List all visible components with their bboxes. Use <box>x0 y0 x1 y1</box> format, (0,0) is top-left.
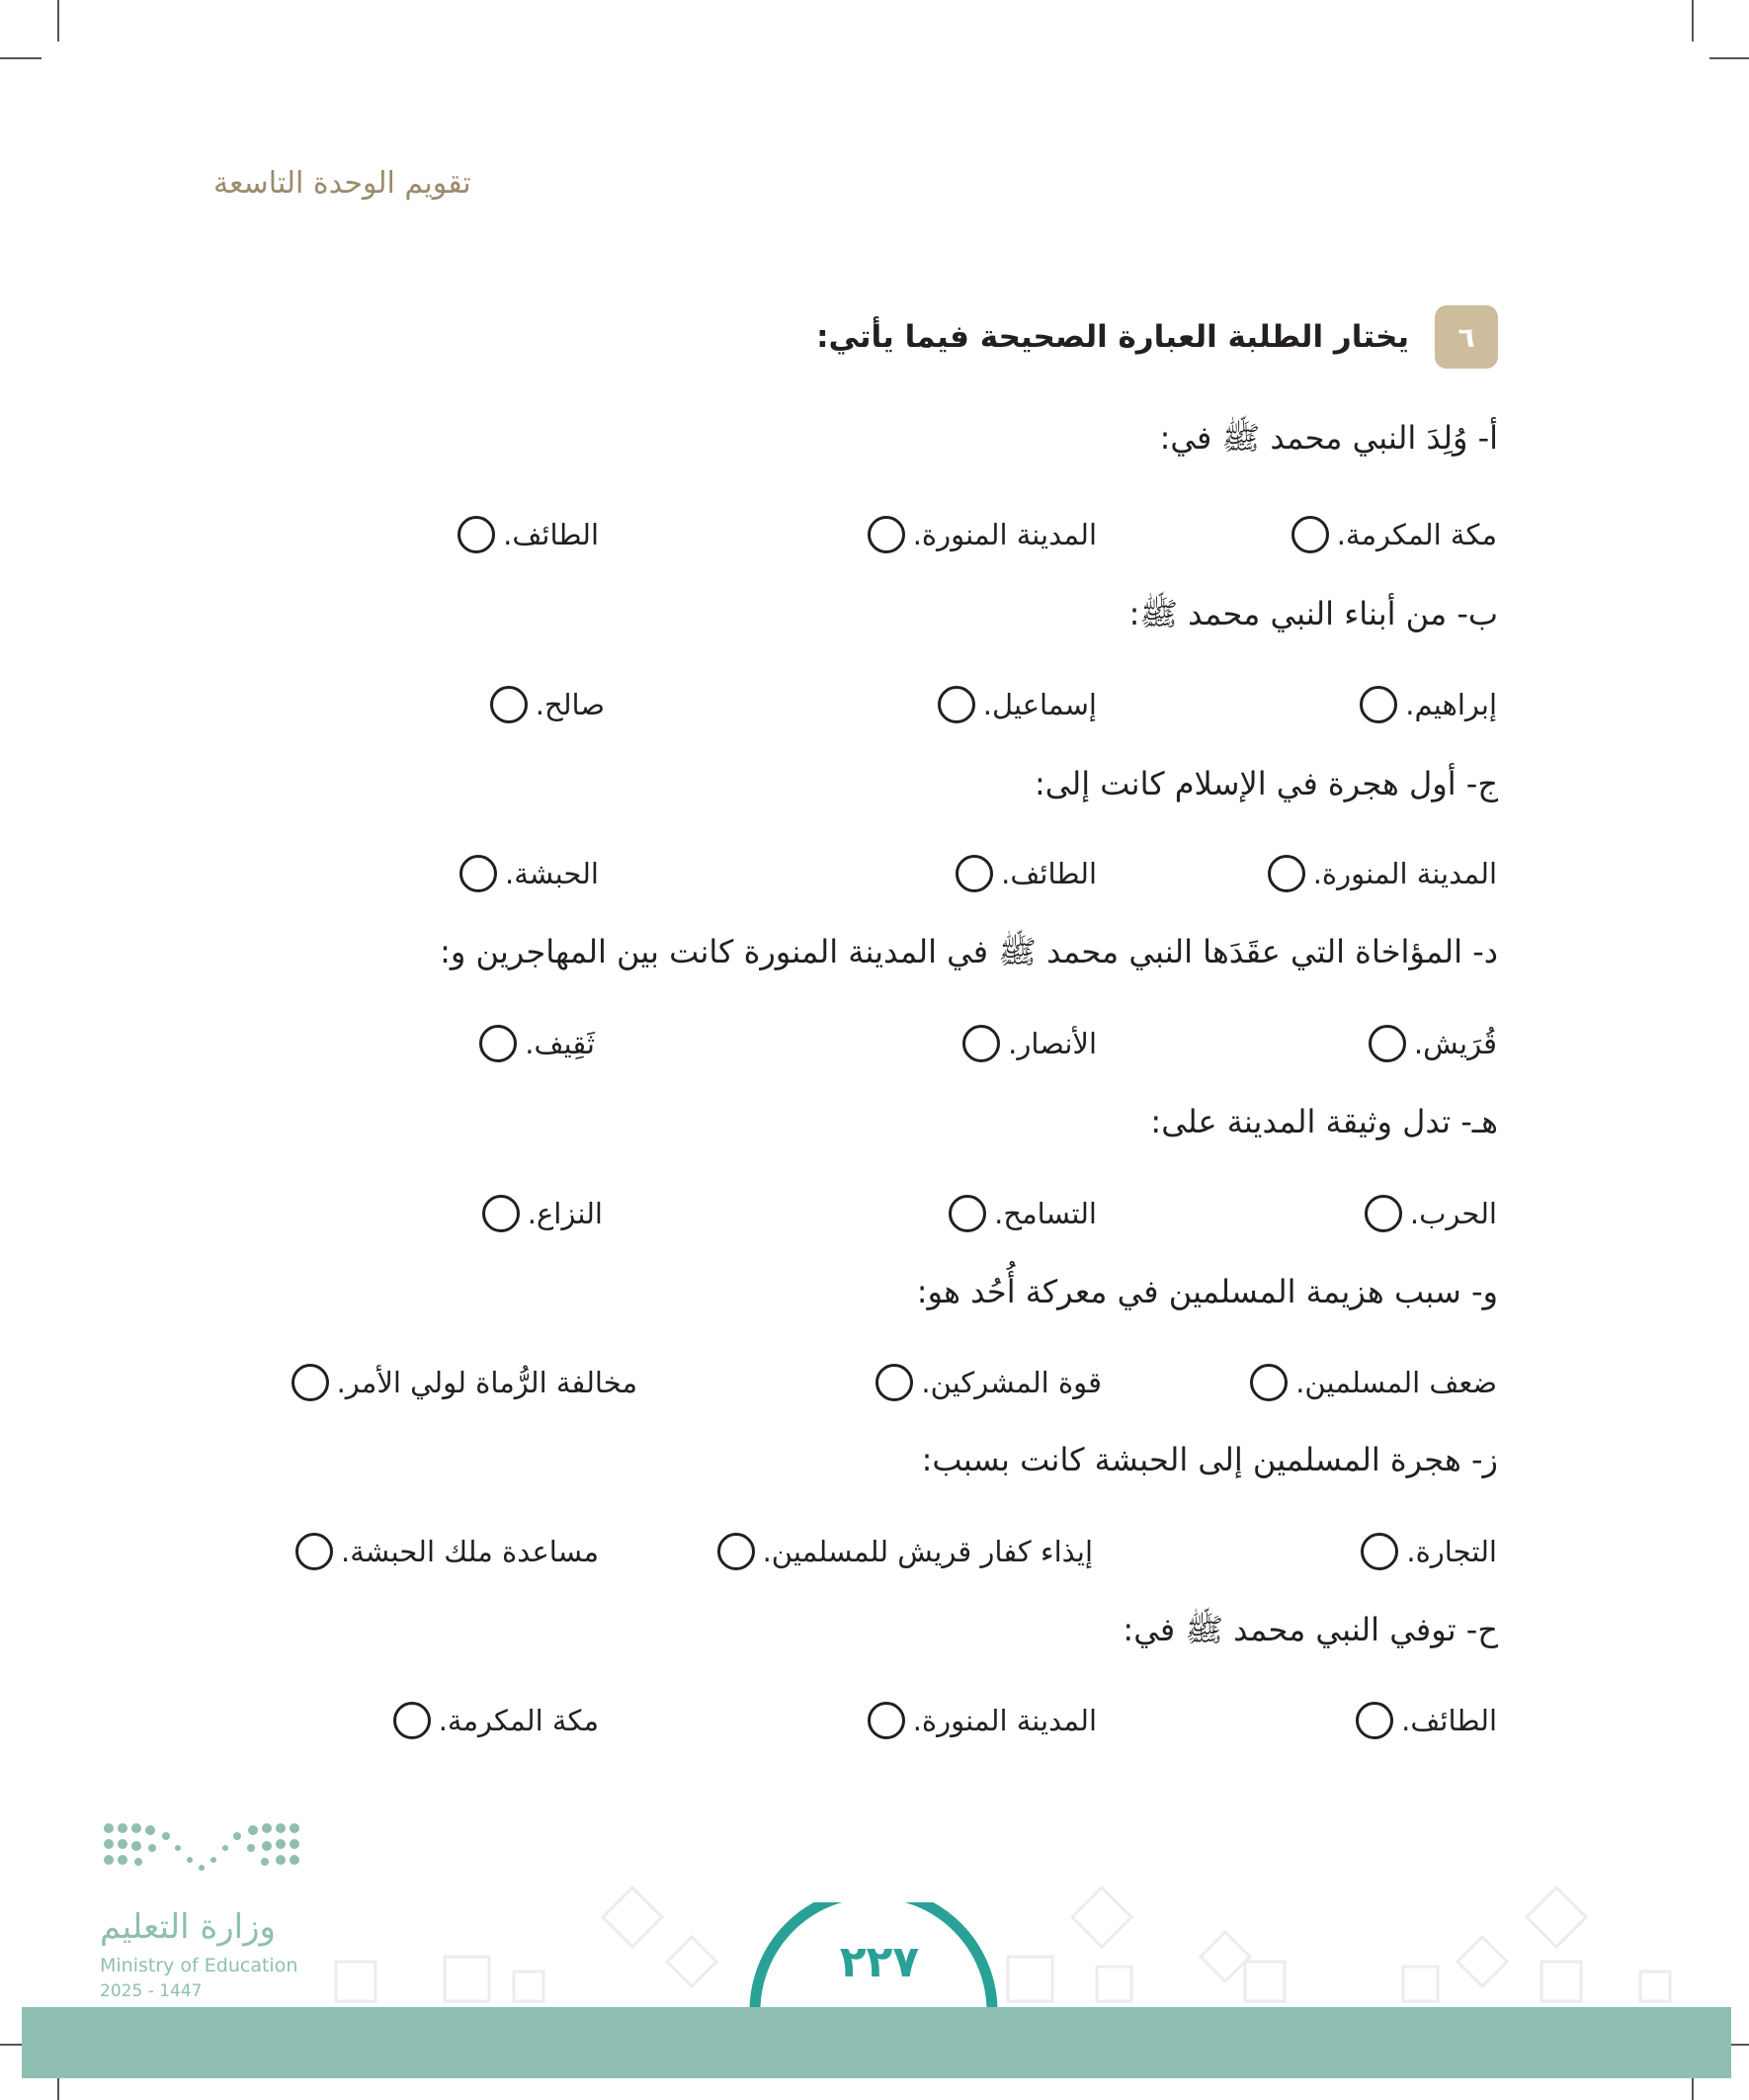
option-label: النزاع. <box>527 1197 603 1230</box>
crop-mark <box>0 57 42 59</box>
option-label: المدينة المنورة. <box>1312 857 1497 890</box>
option[interactable] <box>458 513 599 556</box>
option[interactable] <box>1356 1699 1497 1742</box>
option[interactable] <box>1268 852 1497 895</box>
question-instruction: يختار الطلبة العبارة الصحيحة فيما يأتي: <box>816 319 1409 355</box>
option[interactable] <box>1291 513 1497 556</box>
option[interactable] <box>1365 1192 1497 1235</box>
running-head: تقويم الوحدة التاسعة <box>213 166 471 201</box>
option[interactable] <box>956 852 1097 895</box>
option[interactable] <box>1360 683 1497 726</box>
option[interactable] <box>459 852 599 895</box>
radio-button[interactable] <box>1356 1702 1393 1739</box>
item-stem: ز- هجرة المسلمين إلى الحبشة كانت بسبب: <box>921 1441 1498 1478</box>
option-label: إيذاء كفار قريش للمسلمين. <box>762 1535 1093 1568</box>
radio-button[interactable] <box>949 1195 986 1232</box>
radio-button[interactable] <box>1268 855 1305 892</box>
radio-button[interactable] <box>1360 686 1397 723</box>
radio-button[interactable] <box>295 1533 333 1570</box>
option[interactable] <box>1369 1022 1497 1065</box>
option[interactable] <box>479 1022 595 1065</box>
page-number: ٢٢٧ <box>839 1937 920 1987</box>
option[interactable] <box>393 1699 599 1742</box>
item-stem: هـ- تدل وثيقة المدينة على: <box>1150 1103 1498 1140</box>
option[interactable] <box>490 683 605 726</box>
radio-button[interactable] <box>938 686 975 723</box>
option-label: الأنصار. <box>1008 1027 1097 1060</box>
option[interactable] <box>949 1192 1097 1235</box>
option[interactable] <box>1250 1361 1497 1404</box>
radio-button[interactable] <box>1369 1025 1406 1062</box>
option[interactable] <box>717 1530 1093 1573</box>
radio-button[interactable] <box>1361 1533 1398 1570</box>
radio-button[interactable] <box>1291 516 1329 553</box>
radio-button[interactable] <box>292 1364 329 1401</box>
option-label: قُرَيش. <box>1413 1027 1497 1060</box>
option-label: الحبشة. <box>504 857 599 890</box>
ministry-name-english: Ministry of Education <box>100 1955 298 1976</box>
option[interactable] <box>482 1192 603 1235</box>
option-label: التسامح. <box>994 1197 1097 1230</box>
crop-mark <box>57 0 59 42</box>
radio-button[interactable] <box>956 855 993 892</box>
question-header <box>816 305 1498 369</box>
item-stem: ج- أول هجرة في الإسلام كانت إلى: <box>1034 765 1498 802</box>
option-label: التجارة. <box>1406 1535 1497 1568</box>
radio-button[interactable] <box>1365 1195 1402 1232</box>
radio-button[interactable] <box>868 1702 905 1739</box>
edition-year: 2025 - 1447 <box>100 1981 203 2001</box>
ministry-name-arabic: وزارة التعليم <box>100 1907 276 1947</box>
radio-button[interactable] <box>868 516 905 553</box>
radio-button[interactable] <box>1250 1364 1288 1401</box>
option-label: مخالفة الرُّماة لولي الأمر. <box>336 1366 637 1399</box>
option-label: الحرب. <box>1409 1197 1497 1230</box>
radio-button[interactable] <box>490 686 528 723</box>
option[interactable] <box>938 683 1097 726</box>
option-label: مكة المكرمة. <box>438 1704 599 1737</box>
radio-button[interactable] <box>479 1025 517 1062</box>
option-label: إسماعيل. <box>982 688 1097 721</box>
radio-button[interactable] <box>962 1025 1000 1062</box>
footer-band <box>22 2007 1731 2078</box>
option-label: ضعف المسلمين. <box>1295 1366 1497 1399</box>
radio-button[interactable] <box>458 516 495 553</box>
crop-mark <box>1692 0 1694 42</box>
item-stem: د- المؤاخاة التي عقَدَها النبي محمد ﷺ في المدينة المنورة كانت بين المهاجرين و: <box>440 933 1498 970</box>
option-label: المدينة المنورة. <box>912 1704 1097 1737</box>
radio-button[interactable] <box>393 1702 431 1739</box>
option[interactable] <box>875 1361 1102 1404</box>
radio-button[interactable] <box>459 855 497 892</box>
option[interactable] <box>1361 1530 1497 1573</box>
option-label: مساعدة ملك الحبشة. <box>341 1535 599 1568</box>
item-stem: و- سبب هزيمة المسلمين في معركة أُحُد هو: <box>916 1273 1498 1310</box>
option[interactable] <box>868 1699 1097 1742</box>
question-number-badge: ٦ <box>1435 305 1498 369</box>
radio-button[interactable] <box>717 1533 755 1570</box>
option-label: إبراهيم. <box>1405 688 1497 721</box>
item-stem: ح- توفي النبي محمد ﷺ في: <box>1123 1611 1498 1648</box>
option-label: الطائف. <box>1001 857 1097 890</box>
crop-mark <box>1709 57 1749 59</box>
option-label: مكة المكرمة. <box>1336 518 1497 551</box>
item-stem: أ- وُلِدَ النبي محمد ﷺ في: <box>1159 419 1498 457</box>
option-label: المدينة المنورة. <box>912 518 1097 551</box>
option-label: الطائف. <box>1401 1704 1497 1737</box>
option[interactable] <box>295 1530 599 1573</box>
option[interactable] <box>292 1361 637 1404</box>
option-label: ثَقِيف. <box>525 1027 595 1060</box>
option-label: الطائف. <box>503 518 599 551</box>
ministry-logo-icon <box>99 1818 316 1888</box>
option-label: صالح. <box>535 688 605 721</box>
option[interactable] <box>962 1022 1097 1065</box>
option-label: قوة المشركين. <box>921 1366 1102 1399</box>
option[interactable] <box>868 513 1097 556</box>
item-stem: ب- من أبناء النبي محمد ﷺ: <box>1128 595 1498 632</box>
radio-button[interactable] <box>875 1364 913 1401</box>
radio-button[interactable] <box>482 1195 520 1232</box>
